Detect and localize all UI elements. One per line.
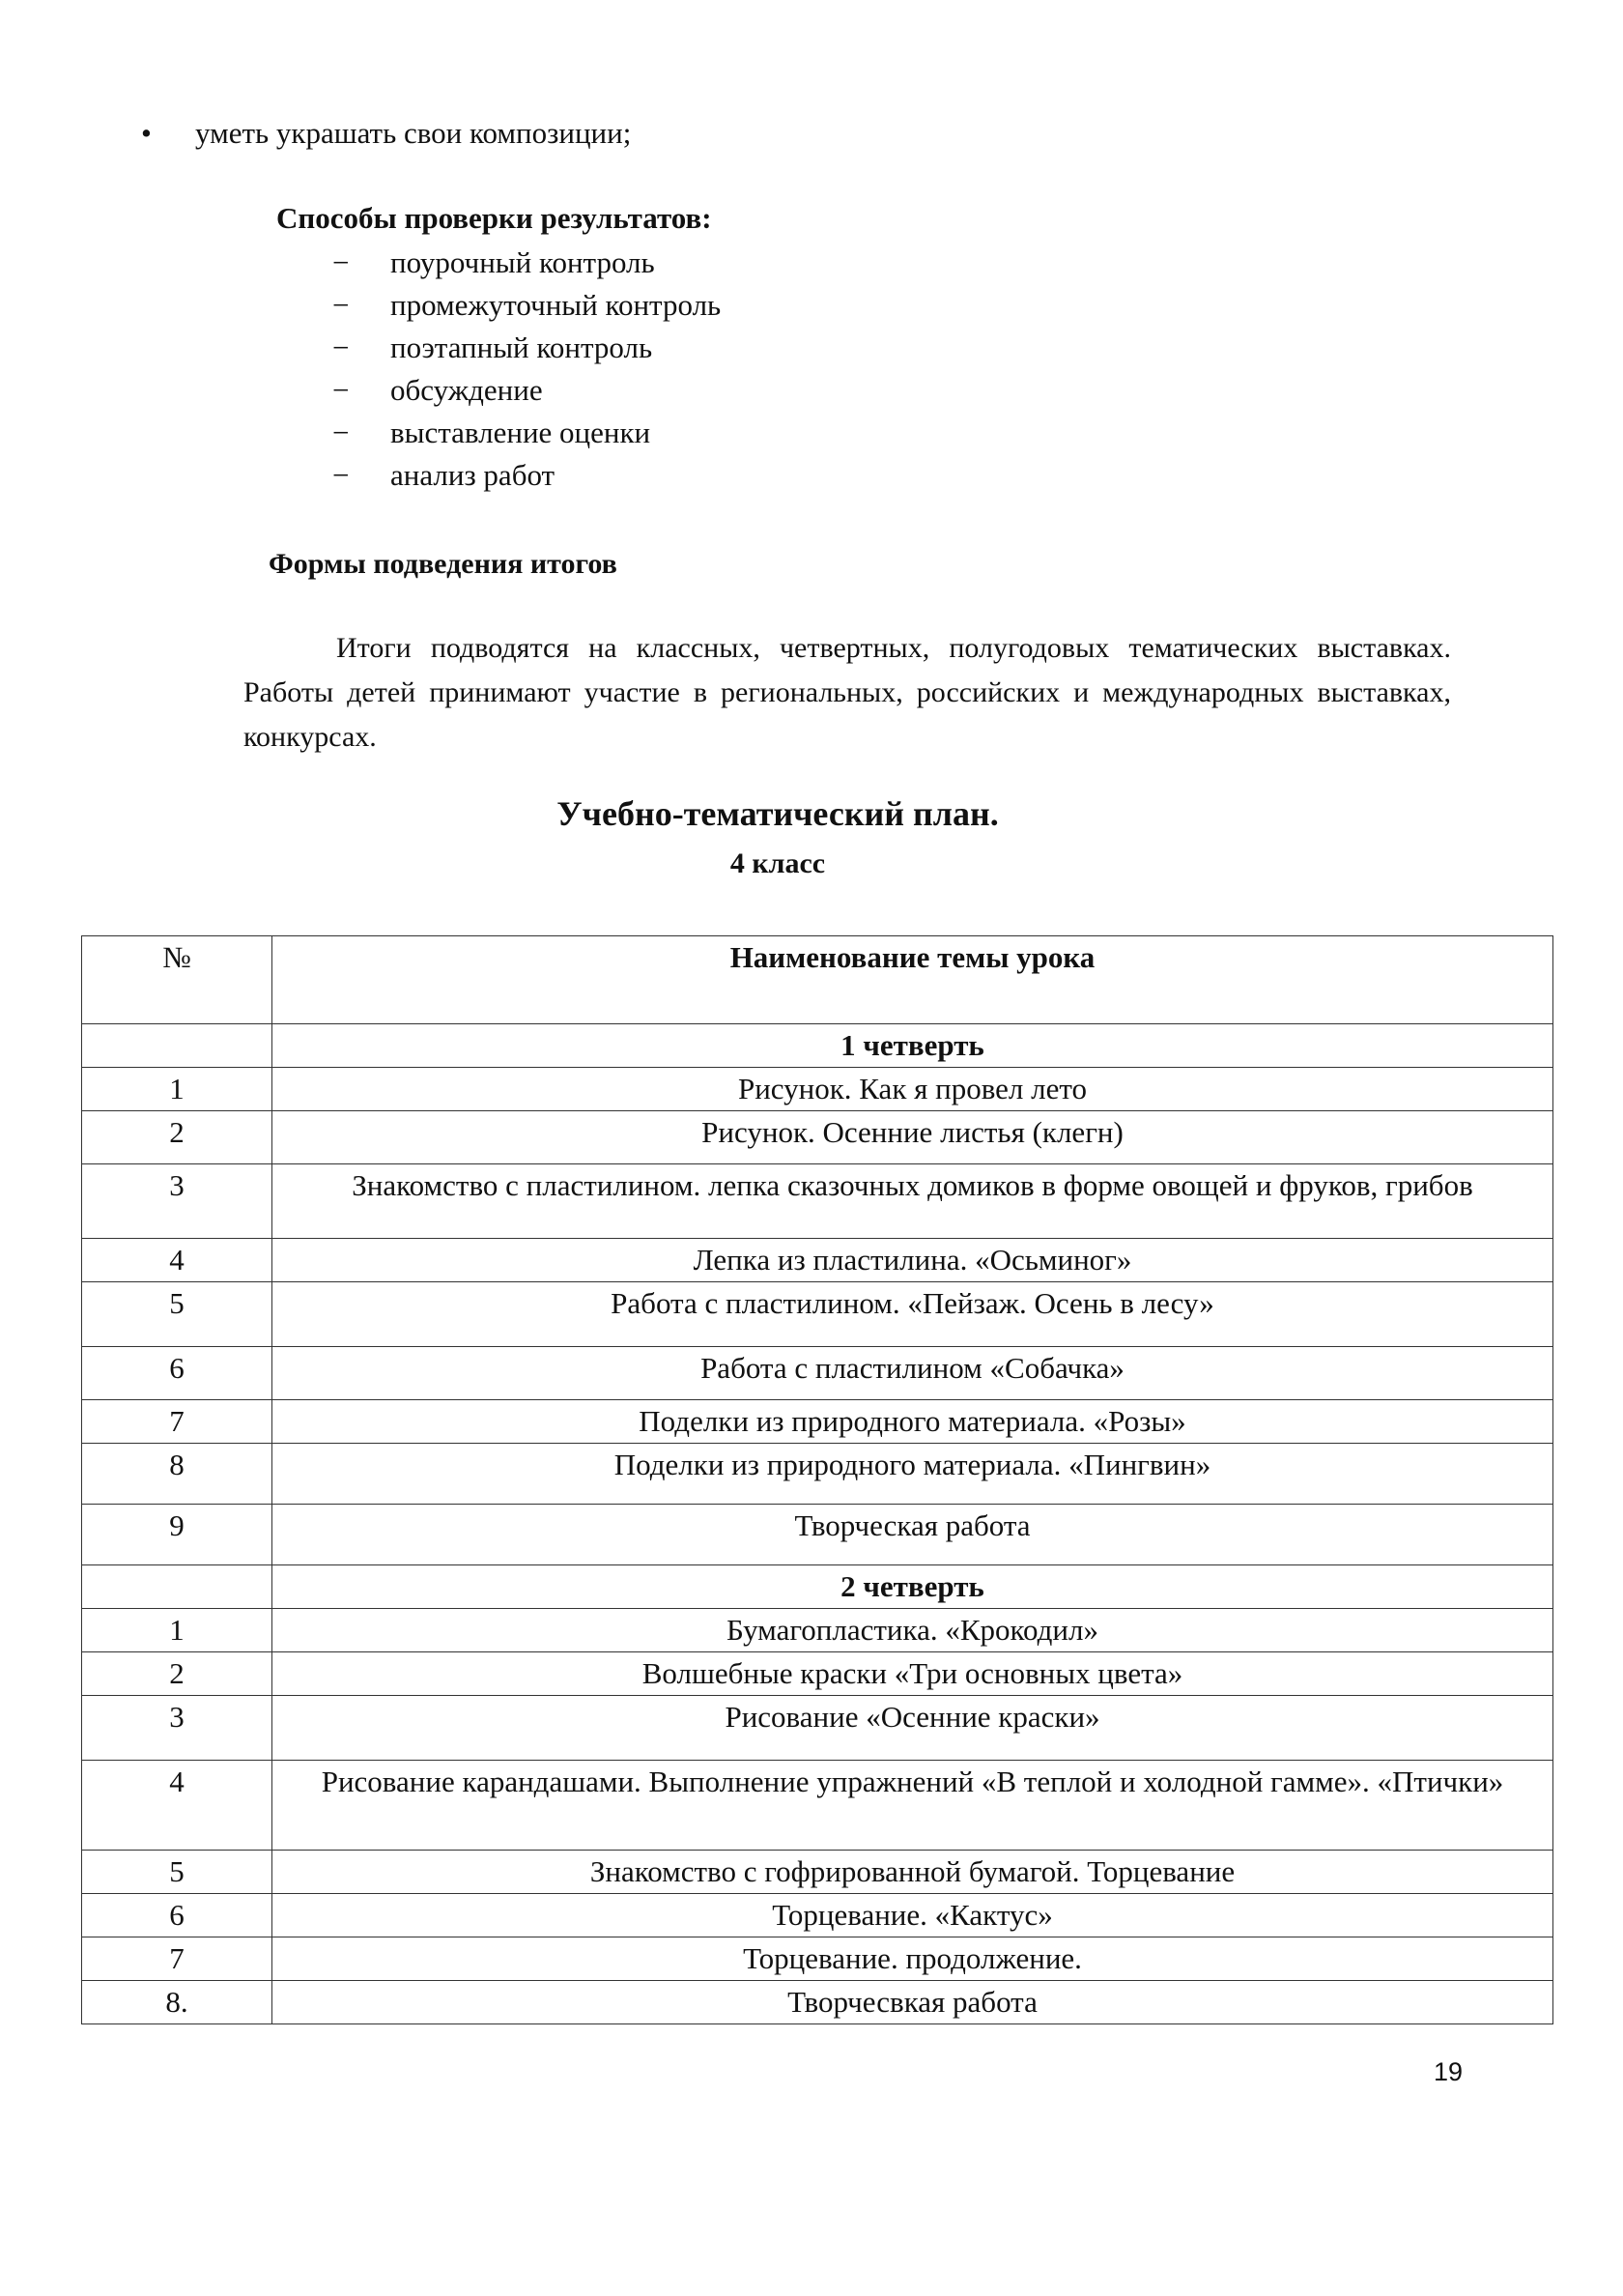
table-row: [82, 1981, 1553, 2024]
lesson-number: 2: [82, 1111, 272, 1164]
check-method-item: [332, 369, 721, 412]
table-row: [82, 1609, 1553, 1652]
summary-paragraph-text: Итоги подводятся на классных, четвертных, полугодовых тематических выставках. Работы детей принимают участие в региональных, российских и международных выставках, конкурсах.: [243, 632, 1451, 753]
quarter-number-cell: [82, 1565, 272, 1609]
check-method-text: промежуточный контроль: [390, 288, 722, 322]
lesson-number: 8.: [82, 1981, 272, 2024]
lesson-number: 4: [82, 1239, 272, 1282]
lesson-number: 5: [82, 1851, 272, 1894]
dash-marker: −: [332, 458, 350, 492]
table-row: [82, 1400, 1553, 1444]
table-row: [82, 1652, 1553, 1696]
header-number: №: [82, 936, 272, 1024]
lesson-number: 9: [82, 1505, 272, 1565]
lesson-topic: Рисунок. Как я провел лето: [272, 1068, 1553, 1111]
quarter-row: [82, 1565, 1553, 1609]
dash-marker: −: [332, 288, 350, 322]
lesson-number: 1: [82, 1609, 272, 1652]
table-row: [82, 1444, 1553, 1505]
lesson-topic: Рисунок. Осенние листья (клегн): [272, 1111, 1553, 1164]
lesson-topic: Работа с пластилином. «Пейзаж. Осень в лесу»: [272, 1282, 1553, 1347]
lesson-topic: Поделки из природного материала. «Пингвин»: [272, 1444, 1553, 1505]
dash-marker: −: [332, 330, 350, 364]
dash-marker: −: [332, 416, 350, 449]
lesson-number: 5: [82, 1282, 272, 1347]
table-row: [82, 1851, 1553, 1894]
lesson-topic: Творчесвкая работа: [272, 1981, 1553, 2024]
lesson-topic: Рисование карандашами. Выполнение упражнений «В теплой и холодной гамме». «Птички»: [272, 1761, 1553, 1851]
table-row: [82, 1282, 1553, 1347]
quarter-number-cell: [82, 1024, 272, 1068]
check-method-text: обсуждение: [390, 373, 543, 407]
table-row: [82, 1505, 1553, 1565]
lesson-topic: Знакомство с пластилином. лепка сказочных домиков в форме овощей и фруков, грибов: [272, 1164, 1553, 1239]
lesson-number: 3: [82, 1164, 272, 1239]
check-method-item: [332, 327, 721, 369]
dash-marker: −: [332, 373, 350, 407]
lesson-topic: Бумагопластика. «Крокодил»: [272, 1609, 1553, 1652]
plan-table: [81, 935, 1553, 2024]
quarter-label: 2 четверть: [272, 1565, 1553, 1609]
lesson-topic: Работа с пластилином «Собачка»: [272, 1347, 1553, 1400]
lesson-topic: Лепка из пластилина. «Осьминог»: [272, 1239, 1553, 1282]
table-row: [82, 1111, 1553, 1164]
lesson-number: 7: [82, 1937, 272, 1981]
plan-title: Учебно-тематический план.: [556, 794, 999, 833]
check-method-item: [332, 242, 721, 284]
lesson-topic: Волшебные краски «Три основных цвета»: [272, 1652, 1553, 1696]
bullet-text: уметь украшать свои композиции;: [195, 116, 632, 150]
lesson-number: 1: [82, 1068, 272, 1111]
check-method-text: выставление оценки: [390, 416, 651, 449]
check-method-item: [332, 454, 721, 497]
dash-marker: −: [332, 245, 350, 279]
check-method-text: поэтапный контроль: [390, 330, 653, 364]
lesson-number: 2: [82, 1652, 272, 1696]
lesson-topic: Знакомство с гофрированной бумагой. Торцевание: [272, 1851, 1553, 1894]
table-row: [82, 1347, 1553, 1400]
lesson-topic: Торцевание. продолжение.: [272, 1937, 1553, 1981]
lesson-topic: Рисование «Осенние краски»: [272, 1696, 1553, 1761]
bullet-marker: •: [141, 116, 152, 150]
lesson-number: 3: [82, 1696, 272, 1761]
lesson-number: 7: [82, 1400, 272, 1444]
check-methods-heading: Способы проверки результатов:: [276, 201, 712, 235]
lesson-topic: Торцевание. «Кактус»: [272, 1894, 1553, 1937]
table-row: [82, 1239, 1553, 1282]
lesson-topic: Поделки из природного материала. «Розы»: [272, 1400, 1553, 1444]
lesson-number: 8: [82, 1444, 272, 1505]
header-topic: Наименование темы урока: [272, 936, 1553, 1024]
table-row: [82, 1696, 1553, 1761]
quarter-row: [82, 1024, 1553, 1068]
lesson-number: 6: [82, 1347, 272, 1400]
page-number: 19: [1434, 2057, 1464, 2086]
table-row: [82, 1761, 1553, 1851]
check-method-text: поурочный контроль: [390, 245, 655, 279]
lesson-topic: Творческая работа: [272, 1505, 1553, 1565]
table-row: [82, 1068, 1553, 1111]
lesson-number: 4: [82, 1761, 272, 1851]
plan-grade: 4 класс: [729, 847, 826, 879]
table-row: [82, 1164, 1553, 1239]
check-method-item: [332, 412, 721, 454]
check-methods-list: [332, 242, 721, 497]
check-method-text: анализ работ: [390, 458, 555, 492]
table-header-row: [82, 936, 1553, 1024]
lesson-number: 6: [82, 1894, 272, 1937]
quarter-label: 1 четверть: [272, 1024, 1553, 1068]
table-row: [82, 1937, 1553, 1981]
check-method-item: [332, 284, 721, 327]
summary-forms-heading: Формы подведения итогов: [269, 548, 617, 580]
table-row: [82, 1894, 1553, 1937]
summary-paragraph: [243, 626, 1451, 760]
